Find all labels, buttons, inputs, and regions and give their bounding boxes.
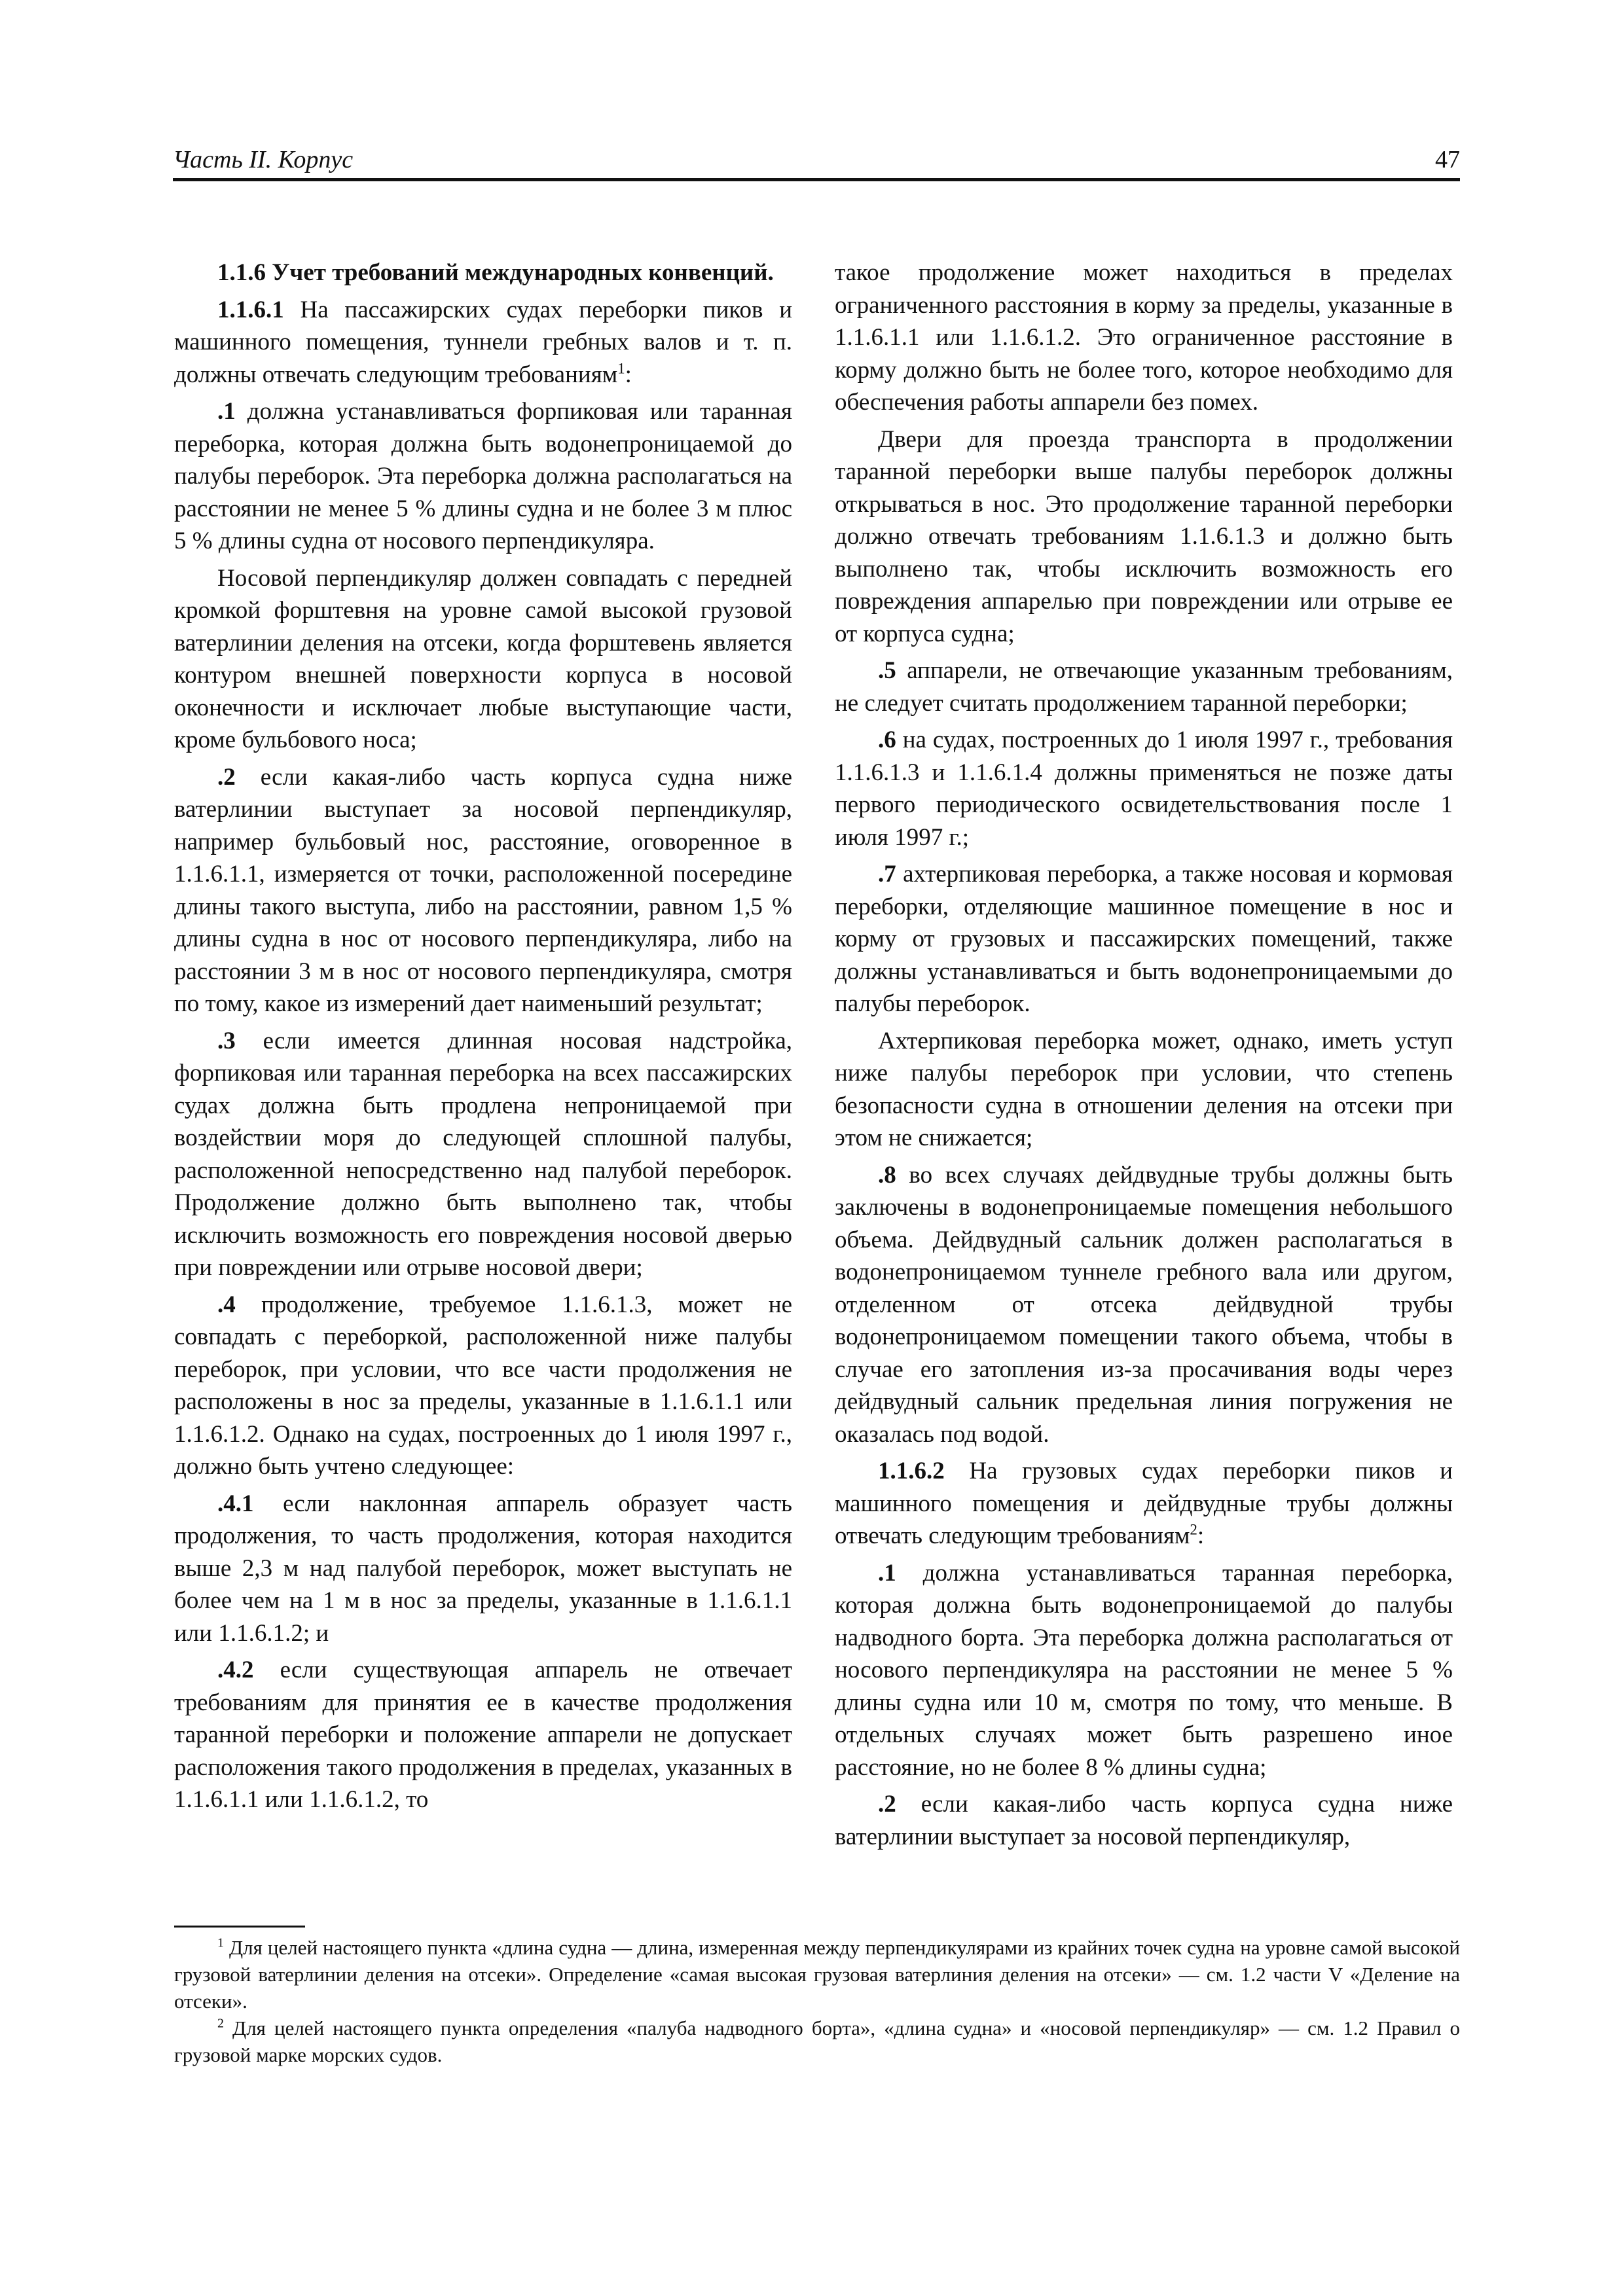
- paragraph-text: На грузовых судах переборки пиков и машинного помещения и дейдвудные трубы должны отвечать следующим требованиям: [835, 1458, 1453, 1549]
- paragraph-text: Носовой перпендикуляр должен совпадать с передней кромкой форштевня на уровне самой высокой грузовой ватерлинии деления на отсеки, когда форштевень является контуром внешней поверхности корпуса в носовой оконечности и исключает любые выступающие части, кроме бульбового носа;: [174, 564, 792, 753]
- clause-number: .2: [878, 1791, 896, 1818]
- section-heading-text: 1.1.6 Учет требований международных конвенций.: [217, 259, 774, 286]
- page-number: 47: [1435, 146, 1460, 173]
- paragraph: [835, 1159, 1453, 1451]
- paragraph: [174, 1289, 792, 1483]
- footnote-mark: 2: [217, 2016, 224, 2031]
- paragraph: [835, 1025, 1453, 1155]
- footnote-ref: 1: [617, 360, 625, 377]
- footnote: [174, 1934, 1460, 2015]
- paragraph-text: если какая-либо часть корпуса судна ниже ватерлинии выступает за носовой перпендикуляр, например бульбовый нос, расстояние, оговоренное в 1.1.6.1.1, измеряется от точки, расположенной посередине длины такого выступа, либо на расстоянии, равном 1,5 % длины судна в нос от носового перпендикуляра, либо на расстоянии 3 м в нос от носового перпендикуляра, смотря по тому, какое из измерений дает наименьший результат;: [174, 763, 792, 1017]
- paragraph: [174, 1025, 792, 1284]
- paragraph: [174, 562, 792, 757]
- paragraph-text: :: [625, 361, 632, 388]
- paragraph: [835, 257, 1453, 419]
- clause-number: .3: [217, 1027, 236, 1054]
- clause-number: .1: [217, 398, 236, 425]
- paragraph-text: :: [1197, 1522, 1205, 1549]
- footnote-text: Для целей настоящего пункта определения «палуба надводного борта», «длина судна» и «носовой перпендикуляр» — см. 1.2 Правил о грузовой марке морских судов.: [174, 2017, 1460, 2066]
- right-column: [835, 257, 1453, 1857]
- paragraph-text: если какая-либо часть корпуса судна ниже ватерлинии выступает за носовой перпендикуляр,: [835, 1791, 1453, 1850]
- paragraph-text: аппарели, не отвечающие указанным требованиям, не следует считать продолжением таранной переборки;: [835, 657, 1453, 717]
- running-header: [173, 145, 1460, 181]
- clause-number: .4.2: [217, 1657, 254, 1683]
- paragraph: [835, 423, 1453, 651]
- paragraph-text: должна устанавливаться форпиковая или таранная переборка, которая должна быть водонепроницаемой до палубы переборок. Эта переборка должна располагаться на расстоянии не менее 5 % длины судна и не более 3 м плюс 5 % длины судна от носового перпендикуляра.: [174, 398, 792, 554]
- paragraph-text: продолжение, требуемое 1.1.6.1.3, может не совпадать с переборкой, расположенной ниже палубы переборок, при условии, что все части продолжения не расположены в нос за пределы, указанные в 1.1.6.1.1 или 1.1.6.1.2. Однако на судах, построенных до 1 июля 1997 г., должно быть учтено следующее:: [174, 1291, 792, 1480]
- paragraph-text: во всех случаях дейдвудные трубы должны быть заключены в водонепроницаемые помещения небольшого объема. Дейдвудный сальник должен располагаться в водонепроницаемом туннеле гребного вала или другом, отделенном от отсека дейдвудной трубы водонепроницаемом помещении такого объема, чтобы в случае его затопления из-за просачивания воды через дейдвудный сальник предельная линия погружения не оказалась под водой.: [835, 1161, 1453, 1448]
- paragraph-text: на судах, построенных до 1 июля 1997 г., требования 1.1.6.1.3 и 1.1.6.1.4 должны применяться не позже даты первого периодического освидетельствования после 1 июля 1997 г.;: [835, 726, 1453, 851]
- paragraph-text: Ахтерпиковая переборка может, однако, иметь уступ ниже палубы переборок при условии, что степень безопасности судна в отношении деления на отсеки при этом не снижается;: [835, 1027, 1453, 1151]
- paragraph: [174, 294, 792, 391]
- paragraph: [835, 655, 1453, 719]
- clause-number: 1.1.6.1: [217, 296, 284, 323]
- paragraph: [835, 1557, 1453, 1784]
- paragraph-text: если имеется длинная носовая надстройка, форпиковая или таранная переборка на всех пассажирских судах должна быть продлена непроницаемой при воздействии моря до следующей сплошной палубы, расположенной непосредственно над палубой переборок. Продолжение должно быть выполнено так, чтобы исключить возможность его повреждения носовой дверью при повреждении или отрыве носовой двери;: [174, 1027, 792, 1281]
- paragraph-text: если наклонная аппарель образует часть продолжения, то часть продолжения, которая находится выше 2,3 м над палубой переборок, может выступать не более чем на 1 м в нос за пределы, указанные в 1.1.6.1.1 или 1.1.6.1.2; и: [174, 1490, 792, 1647]
- section-heading: [174, 257, 792, 289]
- clause-number: .4: [217, 1291, 236, 1318]
- paragraph-text: ахтерпиковая переборка, а также носовая и кормовая переборки, отделяющие машинное помещение в нос и корму от грузовых и пассажирских помещений, также должны устанавливаться и быть водонепроницаемыми до палубы переборок.: [835, 861, 1453, 1017]
- paragraph: [835, 1788, 1453, 1853]
- footnote-text: Для целей настоящего пункта «длина судна — длина, измеренная между перпендикулярами из крайних точек судна на уровне самой высокой грузовой ватерлинии деления на отсеки». Определение «самая высокая грузовая ватерлиния деления на отсеки» — см. 1.2 части V «Деление на отсеки».: [174, 1936, 1460, 2013]
- clause-number: .6: [878, 726, 896, 753]
- paragraph-text: такое продолжение может находиться в пределах ограниченного расстояния в корму за пределы, указанные в 1.1.6.1.1 или 1.1.6.1.2. Это ограниченное расстояние в корму должно быть не более того, которое необходимо для обеспечения работы аппарели без помех.: [835, 259, 1453, 416]
- paragraph: [835, 1455, 1453, 1552]
- header-title: Часть II. Корпус: [173, 146, 354, 173]
- clause-number: .1: [878, 1559, 896, 1587]
- footnotes: [174, 1934, 1460, 2068]
- clause-number: .5: [878, 657, 896, 684]
- paragraph: [174, 395, 792, 558]
- clause-number: .8: [878, 1161, 896, 1189]
- clause-number: .2: [217, 763, 236, 791]
- paragraph-text: Двери для проезда транспорта в продолжении таранной переборки выше палубы переборок должны открываться в нос. Это продолжение таранной переборки должно отвечать требованиям 1.1.6.1.3 и должно быть выполнено так, чтобы исключить возможность его повреждения аппарелью при повреждении или отрыве ее от корпуса судна;: [835, 425, 1453, 647]
- paragraph: [174, 761, 792, 1020]
- paragraph-text: должна устанавливаться таранная переборка, которая должна быть водонепроницаемой до палубы надводного борта. Эта переборка должна располагаться от носового перпендикуляра на расстоянии не менее 5 % длины судна или 10 м, смотря по тому, что меньше. В отдельных случаях может быть разрешено иное расстояние, но не более 8 % длины судна;: [835, 1559, 1453, 1781]
- paragraph: [835, 858, 1453, 1020]
- paragraph: [174, 1488, 792, 1650]
- left-column: [174, 257, 792, 1821]
- paragraph: [174, 1654, 792, 1816]
- footnote-divider: [174, 1926, 305, 1928]
- clause-number: .7: [878, 861, 896, 888]
- footnote: [174, 2015, 1460, 2068]
- footnote-mark: 1: [217, 1935, 224, 1950]
- footnote-ref: 2: [1190, 1521, 1197, 1538]
- clause-number: 1.1.6.2: [878, 1458, 945, 1484]
- paragraph: [835, 724, 1453, 853]
- paragraph-text: если существующая аппарель не отвечает требованиям для принятия ее в качестве продолжения таранной переборки и положение аппарели не допускает расположения такого продолжения в пределах, указанных в 1.1.6.1.1 или 1.1.6.1.2, то: [174, 1657, 792, 1813]
- clause-number: .4.1: [217, 1490, 254, 1517]
- paragraph-text: На пассажирских судах переборки пиков и машинного помещения, туннели гребных валов и т. п. должны отвечать следующим требованиям: [174, 296, 792, 388]
